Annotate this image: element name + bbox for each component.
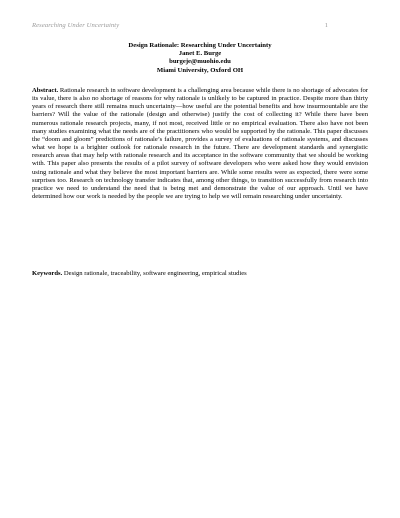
title-block [32, 42, 368, 75]
paper-title: Design Rationale: Researching Under Uncertainty [128, 42, 272, 49]
running-head: Researching Under Uncertainty [32, 22, 120, 29]
author-name: Janet E. Burge [178, 50, 222, 58]
abstract-body: Rationale research in software development is a challenging area because while there is no shortage of advocates for its value, there is also no shortage of reasons for why rationale is unlikely to be captured in practice. Despite more than thirty years of research there still remains much uncertainty—how useful are the potential benefits and how insurmountable are the barriers? Will the value of the rationale (design and otherwise) justify the cost of collecting it? While there have been numerous rationale research projects, many, if not most, received little or no empirical evaluation. There also have not been many studies examining what the needs are of the practitioners who would be supported by the rationale. This paper discusses the “doom and gloom” predictions of rationale’s failure, provides a survey of evaluations of rationale systems, and discusses what we hope is a brighter outlook for rationale research in the future. There are development standards and synergistic research areas that may help with rationale research and its acceptance in the software community that we should be working with. This paper also presents the results of a pilot survey of software developers who were asked how they would envision using rationale and what they believe the most important barriers are. While some results were as expected, there were some surprises too. Research on technology transfer indicates that, among other things, to transition successfully from research into practice we need to understand the need that is being met and demonstrate the value of our approach. Until we have determined how our work is needed by the people we are trying to help we will remain researching under uncertainty. [32, 87, 368, 201]
author-email: burgeje@muohio.edu [169, 58, 231, 66]
page-number: 1 [324, 22, 328, 29]
author-affiliation: Miami University, Oxford OH [156, 66, 244, 74]
abstract-paragraph [32, 87, 368, 201]
keywords-heading: Keywords. [32, 270, 64, 277]
keywords-paragraph [32, 270, 368, 278]
abstract-heading: Abstract. [32, 87, 60, 94]
keywords-body: Design rationale, traceability, software engineering, empirical studies [63, 270, 247, 277]
